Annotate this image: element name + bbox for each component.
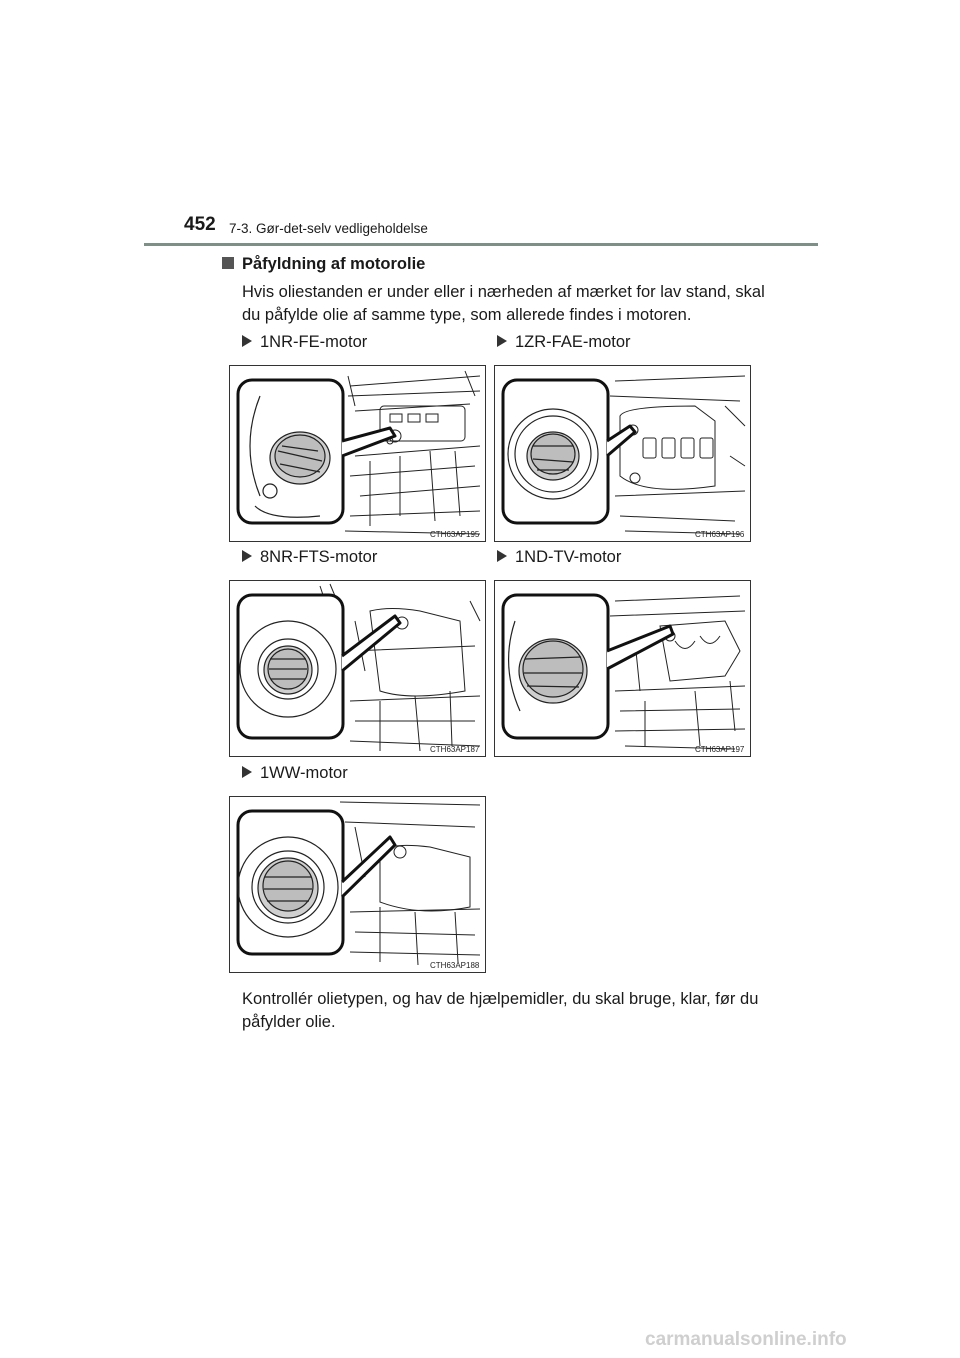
header-rule — [144, 243, 818, 246]
figure-label-5 — [242, 764, 348, 783]
heading-text: Påfyldning af motorolie — [242, 255, 426, 273]
triangle-bullet-icon — [242, 335, 252, 347]
figure-code: CTH63AP196 — [695, 530, 745, 539]
figure-code: CTH63AP195 — [430, 530, 480, 539]
section-title: 7-3. Gør-det-selv vedligeholdelse — [229, 221, 428, 236]
figure-label-text: 1ZR-FAE-motor — [515, 333, 631, 351]
oil-filler-cap-illustration — [495, 366, 750, 541]
oil-filler-cap-illustration — [495, 581, 750, 756]
page-number: 452 — [184, 214, 216, 235]
figure-label-3 — [242, 548, 377, 567]
figure-label-text: 8NR-FTS-motor — [260, 548, 378, 566]
engine-illustration-1nr-fe — [229, 365, 486, 542]
figure-code: CTH63AP188 — [430, 961, 480, 970]
oil-filler-cap-illustration — [230, 366, 485, 541]
oil-filler-cap-illustration — [230, 581, 485, 756]
triangle-bullet-icon — [242, 550, 252, 562]
triangle-bullet-icon — [242, 766, 252, 778]
outro-paragraph: Kontrollér olietypen, og hav de hjælpemidler, du skal bruge, klar, før du påfylder olie. — [242, 990, 759, 1031]
intro-paragraph: Hvis oliestanden er under eller i nærheden af mærket for lav stand, skal du påfylde olie af samme type, som allerede findes i motoren. — [242, 283, 765, 324]
engine-illustration-1ww — [229, 796, 486, 973]
engine-illustration-8nr-fts — [229, 580, 486, 757]
triangle-bullet-icon — [497, 550, 507, 562]
engine-illustration-1nd-tv — [494, 580, 751, 757]
figure-label-4 — [497, 548, 621, 567]
figure-label-2 — [497, 333, 631, 352]
square-bullet-icon — [222, 257, 234, 269]
triangle-bullet-icon — [497, 335, 507, 347]
figure-label-1 — [242, 333, 367, 352]
figure-code: CTH63AP187 — [430, 745, 480, 754]
engine-illustration-1zr-fae — [494, 365, 751, 542]
figure-label-text: 1WW-motor — [260, 764, 348, 782]
section-heading — [222, 255, 425, 274]
figure-label-text: 1NR-FE-motor — [260, 333, 368, 351]
figure-label-text: 1ND-TV-motor — [515, 548, 622, 566]
watermark: carmanualsonline.info — [645, 1329, 847, 1350]
figure-code: CTH63AP197 — [695, 745, 745, 754]
oil-filler-cap-illustration — [230, 797, 485, 972]
